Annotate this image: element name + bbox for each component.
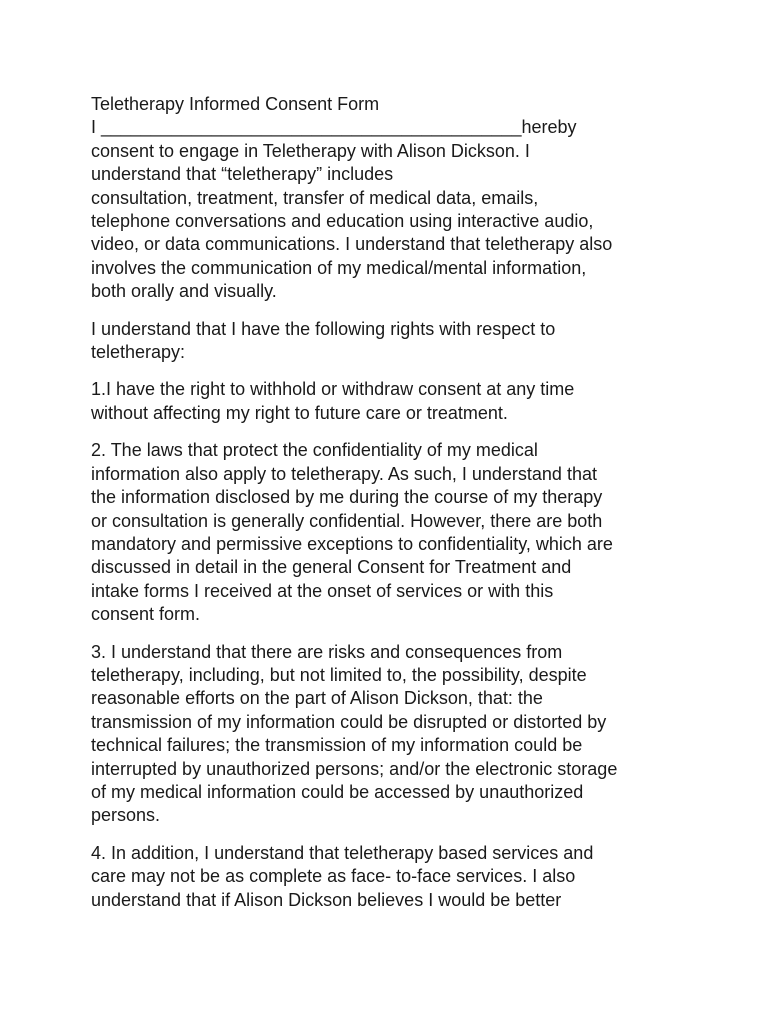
intro-line: I __________________________________________hereby [91, 117, 577, 138]
item-2-line: discussed in detail in the general Consent for Treatment and [91, 557, 572, 578]
item-2-line: information also apply to teletherapy. As such, I understand that [91, 463, 597, 484]
intro-line: telephone conversations and education using interactive audio, [91, 211, 594, 232]
item-2-line: intake forms I received at the onset of services or with this [91, 580, 554, 601]
item-2-line: or consultation is generally confidential. However, there are both [91, 510, 603, 531]
item-4-paragraph [91, 842, 691, 912]
intro-paragraph [91, 116, 691, 303]
item-1-paragraph [91, 378, 691, 425]
item-1-line: without affecting my right to future care or treatment. [91, 402, 508, 423]
item-2-line: 2. The laws that protect the confidentiality of my medical [91, 440, 538, 461]
item-2-line: consent form. [91, 604, 201, 625]
intro-line: consent to engage in Teletherapy with Alison Dickson. I [91, 140, 530, 161]
intro-line: both orally and visually. [91, 281, 277, 302]
document-title: Teletherapy Informed Consent Form [91, 94, 380, 114]
item-3-line: transmission of my information could be disrupted or distorted by [91, 711, 607, 732]
intro-line: involves the communication of my medical/mental information, [91, 257, 587, 278]
item-3-line: interrupted by unauthorized persons; and/or the electronic storage [91, 758, 618, 779]
item-2-paragraph [91, 439, 691, 626]
item-2-line: mandatory and permissive exceptions to confidentiality, which are [91, 533, 613, 554]
item-4-line: understand that if Alison Dickson believes I would be better [91, 889, 562, 910]
rights-line: teletherapy: [91, 342, 186, 363]
item-2-line: the information disclosed by me during the course of my therapy [91, 487, 603, 508]
item-3-line: teletherapy, including, but not limited to, the possibility, despite [91, 664, 587, 685]
item-3-line: 3. I understand that there are risks and consequences from [91, 641, 563, 662]
item-1-line: 1.I have the right to withhold or withdraw consent at any time [91, 379, 575, 400]
item-4-line: 4. In addition, I understand that teletherapy based services and [91, 842, 594, 863]
item-3-line: persons. [91, 805, 161, 826]
item-3-line: of my medical information could be accessed by unauthorized [91, 781, 584, 802]
document-page [91, 93, 691, 926]
item-3-line: reasonable efforts on the part of Alison Dickson, that: the [91, 688, 543, 709]
rights-line: I understand that I have the following rights with respect to [91, 318, 556, 339]
item-3-line: technical failures; the transmission of my information could be [91, 735, 583, 756]
rights-paragraph [91, 318, 691, 365]
item-4-line: care may not be as complete as face- to-face services. I also [91, 866, 576, 887]
intro-line: understand that “teletherapy” includes [91, 164, 394, 185]
item-3-paragraph [91, 641, 691, 828]
intro-line: video, or data communications. I understand that teletherapy also [91, 234, 613, 255]
intro-line: consultation, treatment, transfer of medical data, emails, [91, 187, 539, 208]
